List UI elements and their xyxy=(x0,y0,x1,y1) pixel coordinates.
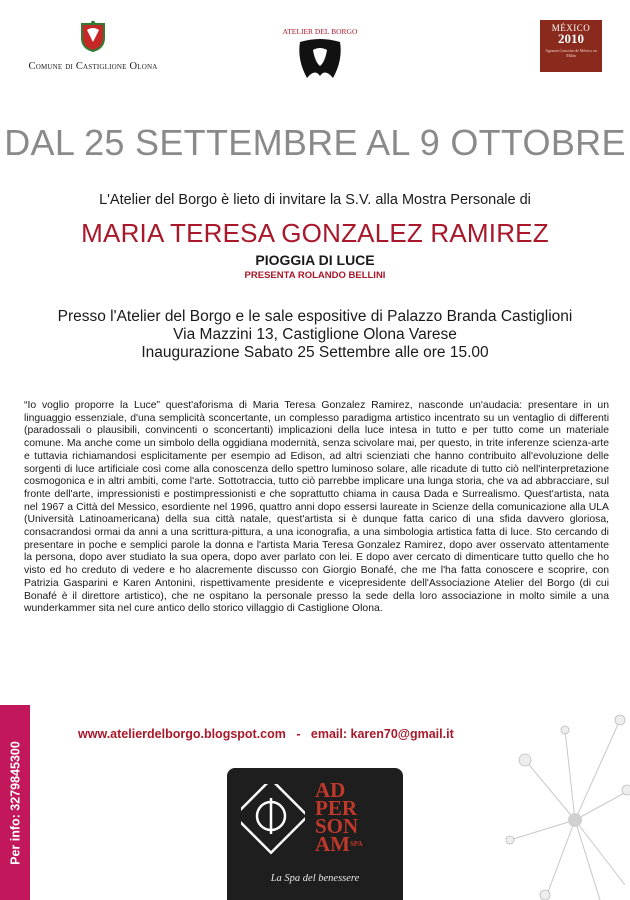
side-info-text: Per info: 3279845300 xyxy=(8,741,23,865)
atelier-logo-text: ATELIER DEL BORGO xyxy=(282,27,358,36)
wordmark-line-3: SON xyxy=(315,814,359,838)
mexico-badge-caption: Agenzia Consolar de México en Milán xyxy=(545,48,597,58)
email-link[interactable]: karen70@gmail.it xyxy=(350,727,454,741)
venue-line-1: Presso l'Atelier del Borgo e le sale espositive di Palazzo Branda Castiglioni xyxy=(57,308,573,325)
venue-line-2: Via Mazzini 13, Castiglione Olona Varese xyxy=(173,326,457,343)
mexico-badge-year: 2010 xyxy=(558,31,584,46)
ad-personam-wordmark xyxy=(315,778,363,856)
ad-monogram-icon xyxy=(241,784,305,860)
comune-logo xyxy=(18,20,168,80)
wordmark-line-1: AD xyxy=(315,778,346,802)
event-dates: DAL 25 SETTEMBRE AL 9 OTTOBRE xyxy=(4,122,626,163)
invitation-text: L'Atelier del Borgo è lieto di invitare la S.V. alla Mostra Personale di xyxy=(99,192,531,208)
mexico-badge-title: MÉXICO xyxy=(551,23,591,33)
ad-personam-logo xyxy=(227,768,403,900)
wordmark-line-2: PER xyxy=(315,796,357,820)
sponsor-tagline: La Spa del benessere xyxy=(270,873,360,884)
venue-block xyxy=(0,308,630,362)
wordmark-line-4: AM xyxy=(315,832,350,856)
atelier-logo-icon xyxy=(265,20,375,85)
coat-of-arms-icon xyxy=(78,20,108,52)
atelier-del-borgo-logo xyxy=(265,20,375,85)
exhibition-title: PIOGGIA DI LUCE xyxy=(255,252,375,268)
website-link[interactable]: www.atelierdelborgo.blogspot.com xyxy=(78,727,286,741)
contact-separator: - xyxy=(296,727,301,741)
artist-name: MARIA TERESA GONZALEZ RAMIREZ xyxy=(81,218,549,248)
comune-name: Comune di Castiglione Olona xyxy=(28,61,158,72)
mexico-2010-badge xyxy=(540,20,602,72)
presenter-line: PRESENTA ROLANDO BELLINI xyxy=(244,270,386,281)
email-label: email: xyxy=(310,727,348,741)
spa-label: SPA xyxy=(350,840,363,848)
lamp-decoration-icon xyxy=(505,700,630,900)
venue-line-3: Inaugurazione Sabato 25 Settembre alle ore 15.00 xyxy=(141,344,489,361)
description-paragraph: “Io voglio proporre la Luce” quest'aforisma di Maria Teresa Gonzalez Ramirez, nasconde un'audacia: presentare in un linguaggio essenziale, d'una semplicità sconcertante, un complesso paradigma artistico incentrato su un ventaglio di differenti (paradossali o plausibili, convincenti o sconcertanti) implicazioni della luce intesa in tutto e per tutto come un materiale comune. Ma anche come un simbolo della oggidiana modernità, senza scivolare mai, per questo, in trite inferenze scienza-arte e tuttavia richiamandosi esplicitamente per esempio ad Edison, ad altri scienziati che hanno contribuito all'evoluzione delle sorgenti di luce artificiale così come alla conoscenza dello spettro luminoso solare, alle ricadute di tutto ciò nell'interpretazione cosmogonica e in altri ambiti, come l'arte. Sottotraccia, tutto ciò parrebbe implicare una lunga storia, che va ad abbracciare, sul fronte dell'arte, impressionisti e postimpressionisti e che soprattutto chiama in causa Dada e Surrealismo. Quest'artista, nata nel 1967 a Città del Messico, esordiente nel 1996, quattro anni dopo essersi laureate in Scienze della comunicazione alla ULA (Università Latinoamericana) della sua città natale, quest'artista si è dunque fatta carico di una sfida davvero gloriosa, consacrandosi ormai da anni a una scrittura-pittura, a una iconografia, a una simbologia artistica fatta di luce. Sto cercando di presentare in poche e semplici parole la donna e l'artista Maria Teresa Gonzalez Ramirez, dopo aver osservato attentamente la persona, dopo aver studiato la sua opera, dopo aver parlato con lei. E dopo aver cercato di dimenticare tutto quello che ho visto ed ho creduto di vedere e ho alacremente discusso con Giorgio Bonafé, che me l'ha fatta conoscere e scoprire, con Patrizia Gasparini e Karen Antonini, rispettivamente presidente e vicepresidente dell'Associazione Atelier del Borgo (di cui Bonafé è il direttore artistico), che ne ospitano la personale presso la sede della loro associazione in molto simile a una wunderkammer sita nel cure antico dello storico villaggio di Castiglione Olona. xyxy=(24,400,609,615)
